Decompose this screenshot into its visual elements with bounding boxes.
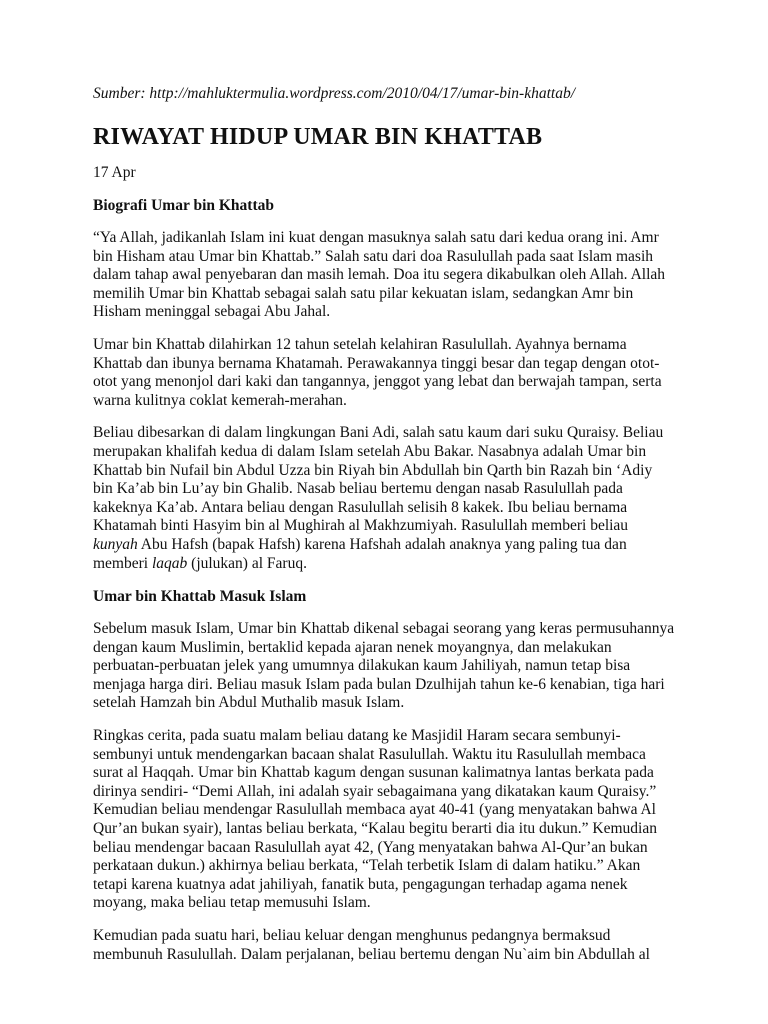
paragraph-line: Khattab bin Nufail bin Abdul Uzza bin Riyah bin Abdullah bin Qarth bin Razah bin ‘Adiy: [93, 461, 653, 479]
source-citation: Sumber: http://mahluktermulia.wordpress.com/2010/04/17/umar-bin-khattab/: [93, 85, 576, 102]
paragraph-line: perbuatan-perbuatan jelek yang umumnya dilakukan kaum Jahiliyah, namun tetap bisa: [93, 657, 631, 675]
paragraph-line: dirinya sendiri- “Demi Allah, ini adalah syair sebagaimana yang dikatakan kaum Quraisy.”: [93, 782, 657, 800]
post-date: 17 Apr: [93, 164, 136, 181]
document-page: [93, 84, 693, 964]
paragraph-line: merupakan khalifah kedua di dalam Islam setelah Abu Bakar. Nasabnya adalah Umar bin: [93, 442, 647, 460]
paragraph-line: Umar bin Khattab dilahirkan 12 tahun setelah kelahiran Rasulullah. Ayahnya bernama: [93, 335, 627, 353]
paragraph-line: bin Ka’ab bin Lu’ay bin Ghalib. Nasab beliau bertemu dengan nasab Rasulullah pada: [93, 480, 623, 498]
paragraph-line: “Ya Allah, jadikanlah Islam ini kuat dengan masuknya salah satu dari kedua orang ini. Amr: [93, 229, 659, 246]
line-text: (julukan) al Faruq.: [187, 554, 307, 572]
document-title: RIWAYAT HIDUP UMAR BIN KHATTAB: [93, 124, 543, 150]
kunyah-term: kunyah: [93, 535, 138, 553]
paragraph-line: warna kulitnya coklat kemerah-merahan.: [93, 391, 347, 409]
paragraph-line: otot yang menonjol dari kaki dan tangannya, jenggot yang lebat dan berwajah tampan, serta: [93, 373, 662, 391]
paragraph-ringkas-cerita: [93, 727, 693, 913]
paragraph-line: Kemudian pada suatu hari, beliau keluar dengan menghunus pedangnya bermaksud: [93, 927, 611, 944]
paragraph-line: tetapi karena kuatnya adat jahiliyah, fanatik buta, pengagungan terhadap agama nenek: [93, 875, 628, 893]
paragraph-line: Khattab dan ibunya bernama Khatamah. Perawakannya tinggi besar dan tegap dengan otot-: [93, 354, 660, 372]
paragraph-line: menjaga harga diri. Beliau masuk Islam pada bulan Dzulhijah tahun ke-6 kenabian, tiga hari: [93, 675, 665, 693]
paragraph-line: setelah Hamzah bin Abdul Muthalib masuk Islam.: [93, 694, 405, 712]
paragraph-line: sembunyi untuk mendengarkan bacaan shalat Rasulullah. Waktu itu Rasulullah membaca: [93, 745, 646, 763]
paragraph-line: beliau mendengar bacaan Rasulullah ayat 42, (Yang menyatakan bahwa Al-Qur’an bukan: [93, 838, 648, 856]
paragraph-pedang: [93, 927, 693, 964]
paragraph-line: Qur’an bukan syair), lantas beliau berkata, “Kalau begitu berarti dia itu dukun.” Kemudian: [93, 820, 657, 838]
paragraph-line: dengan kaum Muslimin, bertaklid kepada ajaran nenek moyangnya, dan melakukan: [93, 638, 612, 656]
paragraph-line: Kemudian beliau mendengar Rasulullah membaca ayat 40-41 (yang menyatakan bahwa Al: [93, 801, 656, 819]
paragraph-line: [93, 555, 693, 574]
paragraph-line: moyang, maka beliau tetap memusuhi Islam.: [93, 894, 371, 912]
paragraph-nasab: [93, 424, 693, 573]
paragraph-line: [93, 536, 693, 555]
paragraph-line: memilih Umar bin Khattab sebagai salah satu pilar kekuatan islam, sedangkan Amr bin: [93, 284, 634, 302]
paragraph-line: Hisham meninggal sebagai Abu Jahal.: [93, 303, 331, 321]
paragraph-line: bin Hisham atau Umar bin Khattab.” Salah satu dari doa Rasulullah pada saat Islam masih: [93, 247, 654, 265]
paragraph-line: surat al Haqqah. Umar bin Khattab kagum dengan susunan kalimatnya lantas berkata pada: [93, 764, 654, 782]
paragraph-line: membunuh Rasulullah. Dalam perjalanan, beliau bertemu dengan Nu`aim bin Abdullah al: [93, 945, 650, 963]
line-text: Abu Hafsh (bapak Hafsh) karena Hafshah adalah anaknya yang paling tua dan: [137, 535, 627, 553]
paragraph-line: Sebelum masuk Islam, Umar bin Khattab dikenal sebagai seorang yang keras permusuhannya: [93, 620, 675, 638]
paragraph-line: Khatamah binti Hasyim bin al Mughirah al Makhzumiyah. Rasulullah memberi beliau: [93, 517, 629, 535]
paragraph-kelahiran: [93, 336, 693, 410]
section-heading-biografi: Biografi Umar bin Khattab: [93, 197, 274, 214]
line-text: memberi: [93, 554, 152, 572]
paragraph-doa: [93, 229, 693, 322]
paragraph-line: Beliau dibesarkan di dalam lingkungan Bani Adi, salah satu kaum dari suku Quraisy. Beliau: [93, 424, 664, 442]
section-heading-masuk-islam: Umar bin Khattab Masuk Islam: [93, 588, 307, 606]
paragraph-sebelum-islam: [93, 620, 693, 713]
paragraph-line: perkataan dukun.) akhirnya beliau berkata, “Telah terbetik Islam di dalam hatiku.” Akan: [93, 857, 641, 875]
paragraph-line: Ringkas cerita, pada suatu malam beliau datang ke Masjidil Haram secara sembunyi-: [93, 727, 621, 745]
paragraph-line: dalam tahap awal penyebaran dan masih lemah. Doa itu segera dikabulkan oleh Allah. Allah: [93, 266, 666, 284]
laqab-term: laqab: [151, 554, 188, 572]
paragraph-line: kakeknya Ka’ab. Antara beliau dengan Rasulullah selisih 8 kakek. Ibu beliau bernama: [93, 498, 628, 516]
